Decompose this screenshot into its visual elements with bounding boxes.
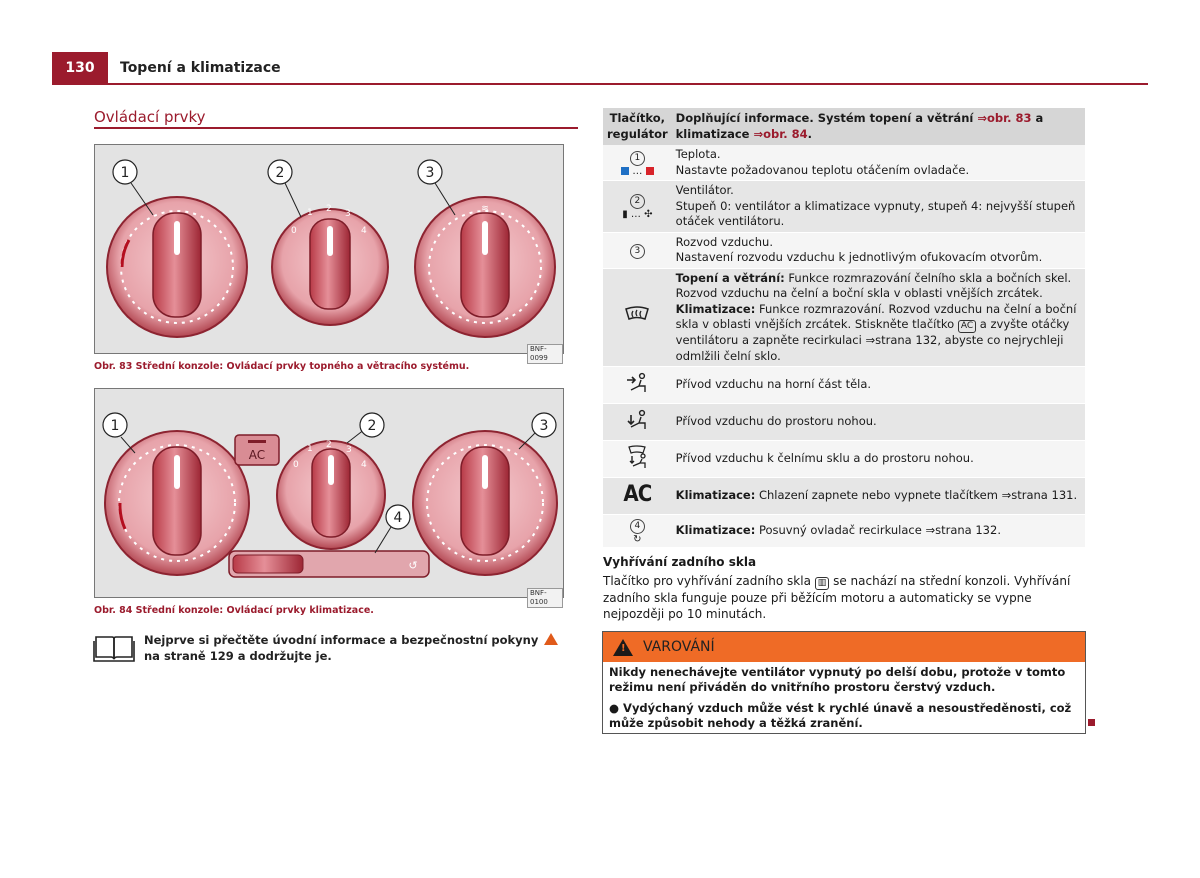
callout-2-icon: 2 xyxy=(630,194,645,209)
callout-1-icon: 1 xyxy=(630,151,645,166)
table-row xyxy=(603,367,1085,404)
row-text: Stupeň 0: ventilátor a klimatizace vypnuty, stupeň 4: nejvyšší stupeň otáček ventilátoru. xyxy=(675,198,1076,228)
row-text: Nastavení rozvodu vzduchu k jednotlivým ofukovacím otvorům. xyxy=(675,250,1043,264)
ac-button[interactable] xyxy=(235,435,279,465)
description-cell xyxy=(672,181,1085,233)
air-distribution-knob[interactable] xyxy=(415,197,555,337)
page-number: 130 xyxy=(52,52,108,84)
symbol-cell xyxy=(603,181,672,233)
table-row xyxy=(603,145,1085,181)
description-cell xyxy=(672,268,1085,367)
table-header-control: Tlačítko, regulátor xyxy=(603,108,672,145)
warning-bullet: ● Vydýchaný vzduch může vést k rychlé únavě a nesoustředěnosti, což může způsobit nehody a těžká zranění. xyxy=(609,701,1072,730)
temperature-knob[interactable] xyxy=(105,431,249,575)
figure-84-illustration xyxy=(95,389,565,599)
fan-knob[interactable] xyxy=(272,209,388,325)
warning-box xyxy=(602,631,1086,734)
rear-window-text-a: Tlačítko pro vyhřívání zadního skla xyxy=(603,574,811,588)
fan-scale-1: 1 xyxy=(307,208,313,218)
note-text-end: na straně 129 a dodržujte je. xyxy=(144,649,332,663)
table-row xyxy=(603,404,1085,441)
figure-code: BNF-0100 xyxy=(527,588,563,608)
symbol-cell xyxy=(603,441,672,478)
figure-84 xyxy=(94,388,564,606)
symbol-cell xyxy=(603,232,672,268)
row-bold-label: Klimatizace: xyxy=(675,488,756,503)
row-title: Ventilátor. xyxy=(675,183,734,197)
symbol-cell xyxy=(603,268,672,367)
description-cell xyxy=(672,232,1085,268)
table-header-info: Doplňující informace. Systém topení a větrání ⇒obr. 83 a klimatizace ⇒obr. 84. xyxy=(672,108,1085,145)
upper-body-air-icon xyxy=(625,372,649,394)
table-row xyxy=(603,232,1085,268)
section-rule xyxy=(94,127,578,129)
rear-window-heating-icon: ▥ xyxy=(815,577,830,590)
fan-scale-0: 0 xyxy=(291,226,297,236)
warning-icon xyxy=(544,633,558,645)
row-bold-label: Topení a větrání: xyxy=(675,270,785,285)
callout-2: 2 xyxy=(275,165,285,181)
figure-83 xyxy=(94,144,564,362)
rear-window-text xyxy=(603,573,1087,622)
end-of-section-marker xyxy=(1088,719,1095,726)
rear-window-heading: Vyhřívání zadního skla xyxy=(603,555,757,569)
header-ref-fig84[interactable]: ⇒obr. 84 xyxy=(753,126,808,141)
defrost-windscreen-icon xyxy=(624,305,650,325)
symbol-cell xyxy=(603,404,672,441)
header-text-a: Doplňující informace. Systém topení a větrání xyxy=(675,111,974,125)
symbol-cell xyxy=(603,478,672,515)
ac-key-icon: AC xyxy=(958,320,976,333)
warning-title: VAROVÁNÍ xyxy=(643,639,715,655)
temperature-scale-icon: … xyxy=(607,166,668,177)
section-title: Ovládací prvky xyxy=(94,108,206,126)
description-cell xyxy=(672,515,1085,548)
row-title: Teplota. xyxy=(675,147,721,161)
fan-scale-0: 0 xyxy=(293,460,299,470)
row-bold-label: Klimatizace: xyxy=(675,523,756,538)
row-text: Posuvný ovladač recirkulace ⇒strana 132. xyxy=(758,523,1001,538)
running-header-title: Topení a klimatizace xyxy=(120,60,281,76)
table-row xyxy=(603,478,1085,515)
figure-83-caption: Obr. 83 Střední konzole: Ovládací prvky topného a větracího systému. xyxy=(94,361,470,372)
fan-scale-4: 4 xyxy=(361,460,367,470)
row-bold-label: Klimatizace: xyxy=(675,301,756,316)
warning-body xyxy=(603,662,1085,740)
description-cell: Přívod vzduchu na horní část těla. xyxy=(672,367,1085,404)
header-ref-fig83[interactable]: ⇒obr. 83 xyxy=(977,111,1032,125)
callout-3-icon: 3 xyxy=(630,244,645,259)
row-text: Funkce rozmrazování. Rozvod vzduchu na čelní a boční skla v oblasti vnějších zrcátek. Stiskněte tlačítko xyxy=(675,301,1077,331)
fan-scale-3: 3 xyxy=(345,209,351,219)
callout-4: 4 xyxy=(393,510,403,526)
windscreen-footwell-air-icon xyxy=(625,445,649,469)
fan-knob[interactable] xyxy=(277,441,385,549)
table-row xyxy=(603,441,1085,478)
fan-scale-3: 3 xyxy=(346,445,352,455)
temperature-knob[interactable] xyxy=(107,197,247,337)
row-text: Chlazení zapnete nebo vypnete tlačítkem ⇒strana 131. xyxy=(758,488,1078,503)
table-row xyxy=(603,268,1085,367)
row-title: Rozvod vzduchu. xyxy=(675,234,773,249)
header-rule xyxy=(52,83,1148,85)
fan-scale-2: 2 xyxy=(326,204,332,214)
figure-84-caption: Obr. 84 Střední konzole: Ovládací prvky klimatizace. xyxy=(94,605,374,616)
controls-table xyxy=(603,108,1085,548)
figure-83-illustration xyxy=(95,145,565,355)
air-distribution-knob[interactable] xyxy=(413,431,557,575)
fan-scale-4: 4 xyxy=(361,226,367,236)
callout-1: 1 xyxy=(110,418,120,434)
fan-scale-2: 2 xyxy=(326,440,332,450)
callout-1: 1 xyxy=(120,165,130,181)
row-text: a zvyšte otáčky ventilátoru a zapněte recirkulaci ⇒strana 132, abyste co nejrychleji odmlžili čelní sklo. xyxy=(675,317,1070,363)
description-cell: Přívod vzduchu do prostoru nohou. xyxy=(672,404,1085,441)
ac-button-label: AC xyxy=(248,448,266,462)
header-text-b: a klimatizace xyxy=(675,111,1044,141)
symbol-cell xyxy=(603,145,672,181)
ac-icon: AC xyxy=(623,481,652,507)
rear-window-text-b: se nachází na střední konzoli. Vyhřívání zadního skla funguje pouze při běžícím motoru a automaticky se vypne nejpozději po 10 minutách. xyxy=(603,574,1071,621)
fan-icon: ▮ … ✣ xyxy=(622,209,653,221)
description-cell: Přívod vzduchu k čelnímu sklu a do prostoru nohou. xyxy=(672,441,1085,478)
symbol-cell xyxy=(603,367,672,404)
row-text: Nastavte požadovanou teplotu otáčením ovladače. xyxy=(675,162,970,177)
description-cell xyxy=(672,145,1085,181)
reading-note xyxy=(144,632,578,664)
table-row xyxy=(603,181,1085,233)
footwell-air-icon xyxy=(625,409,649,431)
figure-code: BNF-0099 xyxy=(527,344,563,364)
svg-text:↺: ↺ xyxy=(408,559,418,572)
fan-scale-1: 1 xyxy=(307,444,313,454)
callout-2: 2 xyxy=(367,418,377,434)
table-row xyxy=(603,515,1085,548)
callout-4-icon: 4 xyxy=(630,519,645,534)
symbol-cell xyxy=(603,515,672,548)
book-icon xyxy=(94,633,134,663)
callout-3: 3 xyxy=(539,418,549,434)
row-text: Funkce rozmrazování čelního skla a bočních skel. Rozvod vzduchu na čelní a boční skla v oblasti vnějších zrcátek. xyxy=(675,270,1072,300)
warning-header: ! VAROVÁNÍ xyxy=(603,632,1085,662)
warning-paragraph: Nikdy nenechávejte ventilátor vypnutý po delší dobu, protože v tomto režimu není přiváděn do vnitřního prostoru čerstvý vzduch. xyxy=(609,665,1066,694)
note-text-start: Nejprve si přečtěte úvodní informace a bezpečnostní pokyny xyxy=(144,633,539,647)
recirculation-icon: ↻ xyxy=(633,534,642,545)
svg-text:≋: ≋ xyxy=(481,204,489,214)
callout-3: 3 xyxy=(425,165,435,181)
description-cell xyxy=(672,478,1085,515)
recirculation-slider[interactable] xyxy=(229,551,429,577)
